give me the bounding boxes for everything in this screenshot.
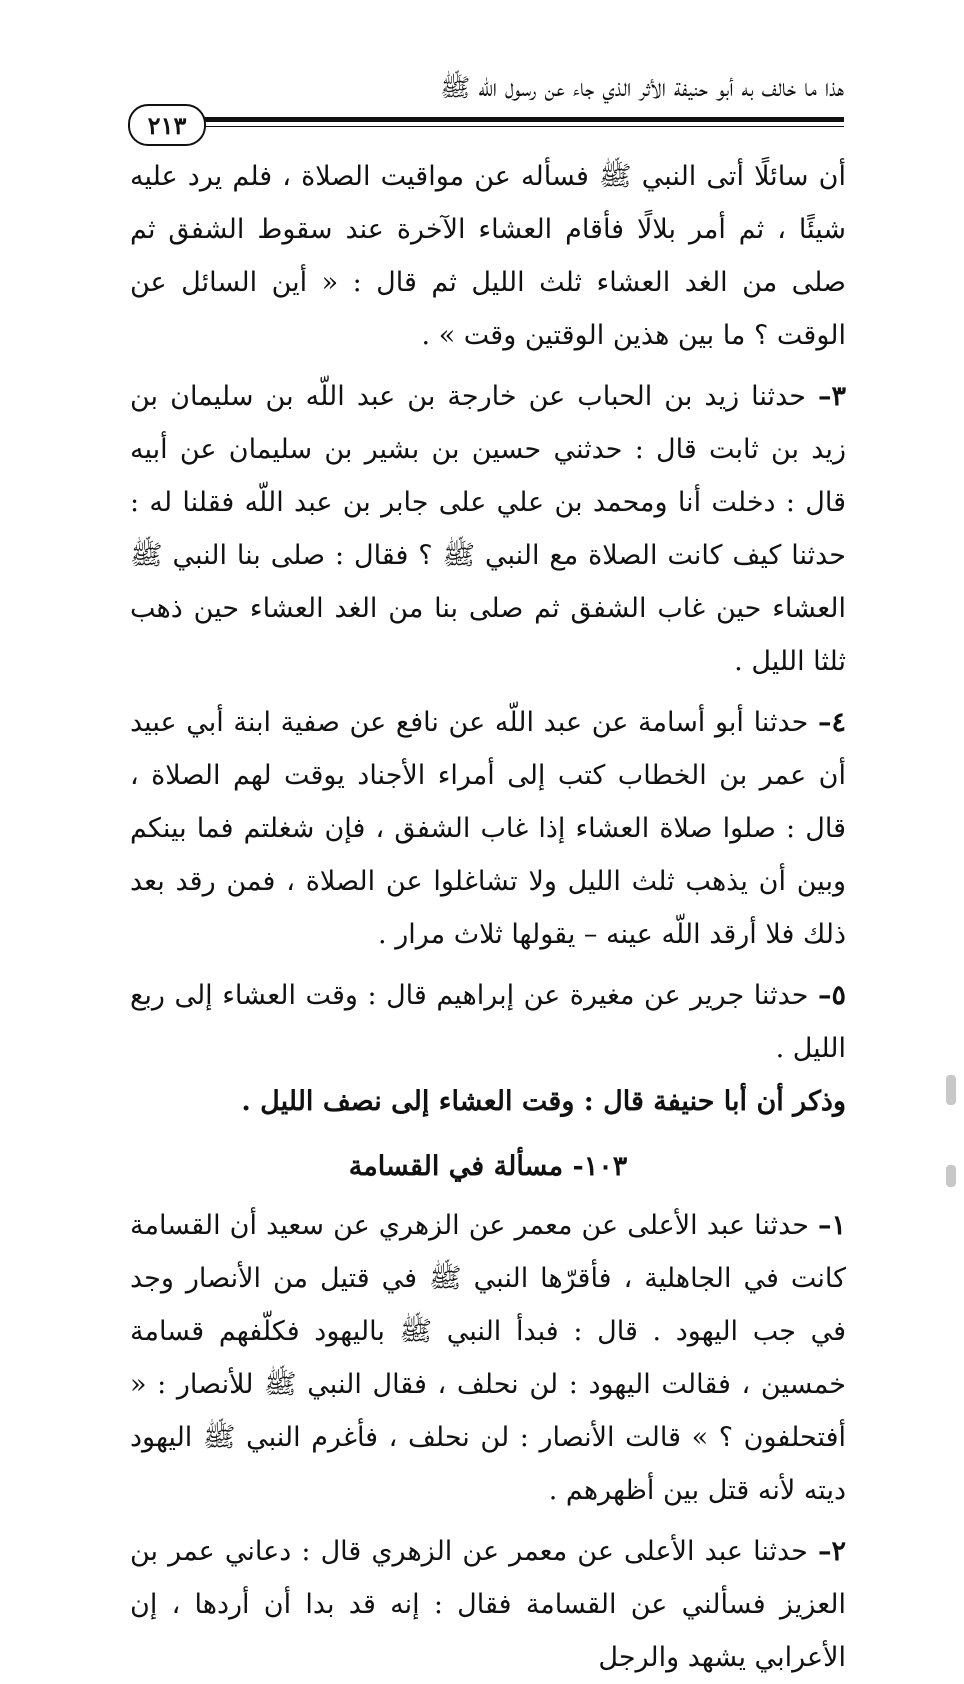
page-number-badge [128, 104, 206, 146]
hadith-number: ٤– [817, 707, 846, 738]
section-heading: ١٠٣- مسألة في القسامة [348, 1151, 628, 1182]
paragraph-text: أن سائلًا أتى النبي ﷺ فسأله عن مواقيت الصلاة ، فلم يرد عليه شيئًا ، ثم أمر بلالًا فأقام العشاء الآخرة عند سقوط الشفق ثم صلى من الغد العشاء ثلث الليل ثم قال : « أين السائل عن الوقت ؟ ما بين هذين الوقتين وقت » . [130, 161, 846, 351]
page-number: ٢١٣ [147, 110, 187, 140]
abu-hanifa-opinion [130, 1075, 846, 1128]
hadith-number: ٢– [817, 1536, 846, 1567]
hadith-paragraph-5 [130, 969, 846, 1075]
section-hadith-2 [130, 1525, 846, 1684]
scan-margin-mark [946, 1075, 956, 1105]
paragraph-text: حدثنا زيد بن الحباب عن خارجة بن عبد اللّه بن سليمان بن زيد بن ثابت قال : حدثني حسين بن بشير بن سليمان عن أبيه قال : دخلت أنا ومحمد بن علي على جابر بن عبد اللّه فقلنا له : حدثنا كيف كانت الصلاة مع النبي ﷺ ؟ فقال : صلى بنا النبي ﷺ العشاء حين غاب الشفق ثم صلى بنا من الغد العشاء حين ذهب ثلثا الليل . [130, 381, 846, 677]
hadith-number: ١– [817, 1210, 846, 1241]
header-rule-thin [196, 126, 844, 127]
opinion-text: وذكر أن أبا حنيفة قال : وقت العشاء إلى نصف الليل . [241, 1086, 846, 1117]
hadith-number: ٥– [817, 980, 846, 1011]
paragraph-text: حدثنا أبو أسامة عن عبد اللّه عن نافع عن صفية ابنة أبي عبيد أن عمر بن الخطاب كتب إلى أمراء الأجناد يوقت لهم الصلاة ، قال : صلوا صلاة العشاء إذا غاب الشفق ، فإن شغلتم فما بينكم وبين أن يذهب ثلث الليل ولا تشاغلوا عن الصلاة ، فمن رقد بعد ذلك فلا أرقد اللّه عينه – يقولها ثلاث مرار . [130, 707, 846, 950]
body-text [130, 150, 846, 1684]
hadith-paragraph-4 [130, 696, 846, 961]
paragraph-continuation [130, 150, 846, 362]
hadith-number: ٣– [817, 381, 846, 412]
paragraph-text: حدثنا عبد الأعلى عن معمر عن الزهري قال : دعاني عمر بن العزيز فسألني عن القسامة فقال : إنه قد بدا أن أردها ، إن الأعرابي يشهد والرجل [130, 1536, 846, 1673]
running-header: هذا ما خالف به أبو حنيفة الأثر الذي جاء عن رسول اللّه ﷺ [440, 73, 844, 102]
scan-margin-mark [946, 1165, 956, 1187]
paragraph-text: حدثنا عبد الأعلى عن معمر عن الزهري عن سعيد أن القسامة كانت في الجاهلية ، فأقرّها النبي ﷺ في قتيل من الأنصار وجد في جب اليهود . قال : فبدأ النبي ﷺ باليهود فكلّفهم قسامة خمسين ، فقالت اليهود : لن نحلف ، فقال النبي ﷺ للأنصار : « أفتحلفون ؟ » قالت الأنصار : لن نحلف ، فأغرم النبي ﷺ اليهود ديته لأنه قتل بين أظهرهم . [130, 1210, 846, 1506]
hadith-paragraph-3 [130, 370, 846, 688]
paragraph-text: حدثنا جرير عن مغيرة عن إبراهيم قال : وقت العشاء إلى ربع الليل . [130, 980, 846, 1064]
header-rule-thick [196, 117, 844, 122]
section-hadith-1 [130, 1199, 846, 1517]
